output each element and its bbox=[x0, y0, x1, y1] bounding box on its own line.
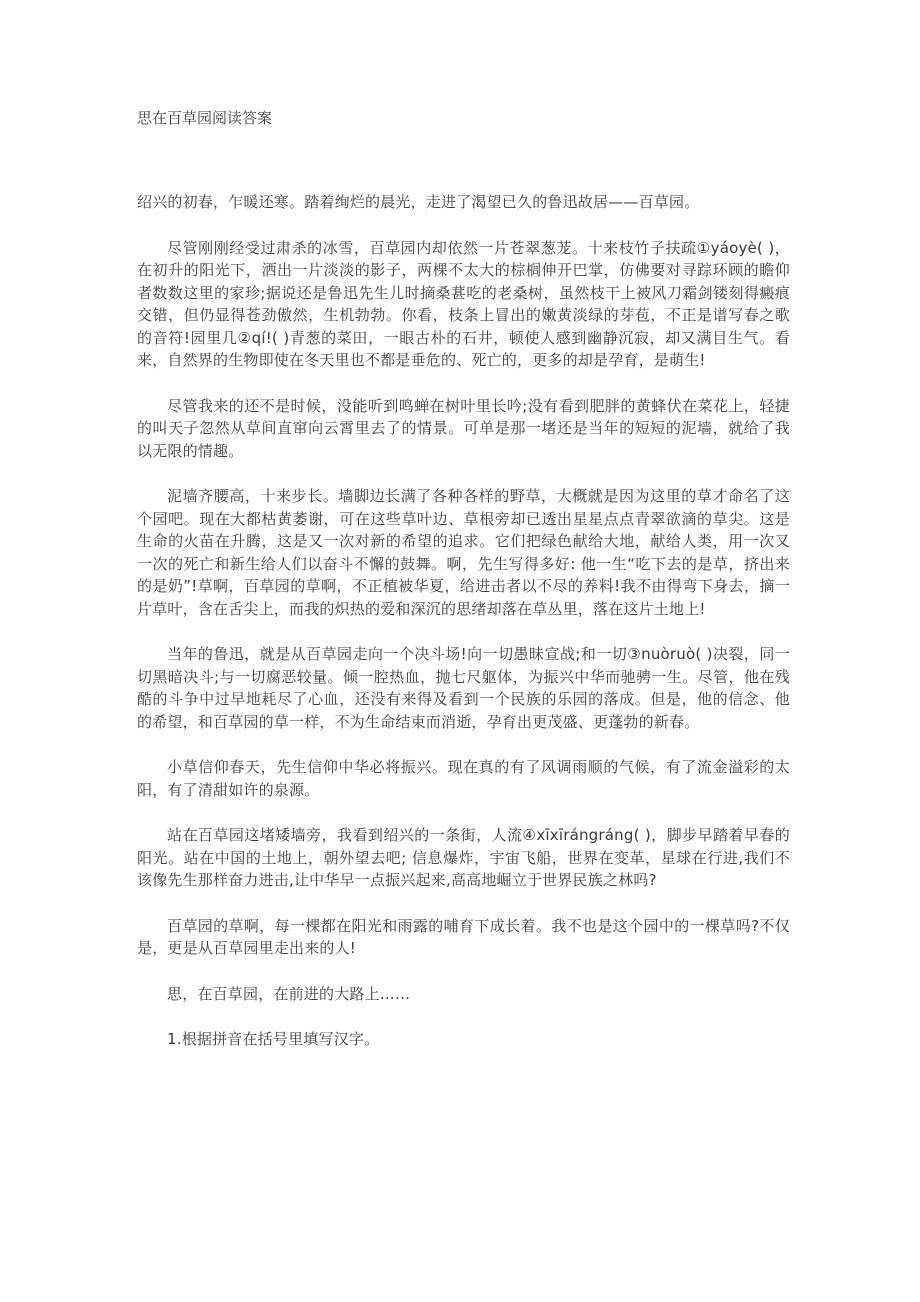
paragraph: 百草园的草啊，每一棵都在阳光和雨露的哺育下成长着。我不也是这个园中的一棵草吗?不仅是，更是从百草园里走出来的人! bbox=[137, 916, 790, 957]
paragraph: 泥墙齐腰高，十来步长。墙脚边长满了各种各样的野草，大概就是因为这里的草才命名了这个园吧。现在大都枯黄萎谢，可在这些草叶边、草根旁却已透出星星点点青翠欲滴的草尖。这是生命的火苗在升腾，这是又一次对新的希望的追求。它们把绿色献给大地，献给人类，用一次又一次的死亡和新生给人们以奋斗不懈的鼓舞。啊，先生写得多好: 他一生“吃下去的是草，挤出来的是奶”!草啊，百草园的草啊，不正植被华夏，给进击者以不尽的养料!我不由得弯下身去，摘一片草叶，含在舌尖上，而我的炽热的爱和深沉的思绪却落在草丛里，落在这片土地上! bbox=[137, 487, 790, 618]
paragraph: 尽管刚刚经受过肃杀的冰雪，百草园内却依然一片苍翠葱茏。十来枝竹子扶疏①yáoyè( )，在初升的阳光下，洒出一片淡淡的影子，两棵不太大的棕榈伸开巴掌，仿佛要对寻踪环顾的瞻仰者数数这里的家珍;据说还是鲁迅先生儿时摘桑葚吃的老桑树，虽然枝干上被风刀霜剑镂刻得癜痕交错，但仍显得苍劲傲然，生机勃勃。你看，枝条上冒出的嫩黄淡绿的芽苞，不正是谱写春之歌的音符!园里几②qí!( )青葱的菜田，一眼古朴的石井，顿使人感到幽静沉寂，却又满目生气。看来，自然界的生物即使在冬天里也不都是垂危的、死亡的，更多的却是孕育，是萌生! bbox=[137, 238, 790, 369]
paragraph: 小草信仰春天，先生信仰中华必将振兴。现在真的有了风调雨顺的气候，有了流金溢彩的太阳，有了清甜如许的泉源。 bbox=[137, 758, 790, 799]
paragraph: 思，在百草园，在前进的大路上…… bbox=[167, 984, 411, 1003]
document-title: 思在百草园阅读答案 bbox=[137, 109, 273, 127]
paragraph: 站在百草园这堵矮墙旁，我看到绍兴的一条街，人流④xīxīrángráng( )，脚步早踏着早春的阳光。站在中国的土地上，朝外望去吧; 信息爆炸，宇宙飞船，世界在变革，星球在行进,我们不该像先生那样奋力进击,让中华早一点振兴起来,高高地崛立于世界民族之林吗? bbox=[137, 826, 790, 889]
paragraph: 当年的鲁迅，就是从百草园走向一个决斗场!向一切愚昧宣战;和一切③nuòruò( )决裂，同一切黑暗决斗;与一切腐恶较量。倾一腔热血，抛七尺躯体，为振兴中华而驰骋一生。尽管，他在残酷的斗争中过早地耗尽了心血，还没有来得及看到一个民族的乐园的落成。但是，他的信念、他的希望，和百草园的草一样，不为生命结束而消逝，孕育出更茂盛、更蓬勃的新春。 bbox=[137, 645, 790, 731]
paragraph: 尽管我来的还不是时候，没能听到鸣蝉在树叶里长吟;没有看到肥胖的黄蜂伏在菜花上，轻捷的叫天子忽然从草间直窜向云霄里去了的情景。可单是那一堵还是当年的短短的泥墙，就给了我以无限的情趣。 bbox=[137, 396, 790, 460]
document-body bbox=[137, 191, 790, 1051]
paragraph: 绍兴的初春，乍暖还寒。踏着绚烂的晨光，走进了渴望已久的鲁迅故居——百草园。 bbox=[137, 193, 700, 211]
paragraph: 1.根据拼音在括号里填写汉字。 bbox=[167, 1030, 380, 1048]
